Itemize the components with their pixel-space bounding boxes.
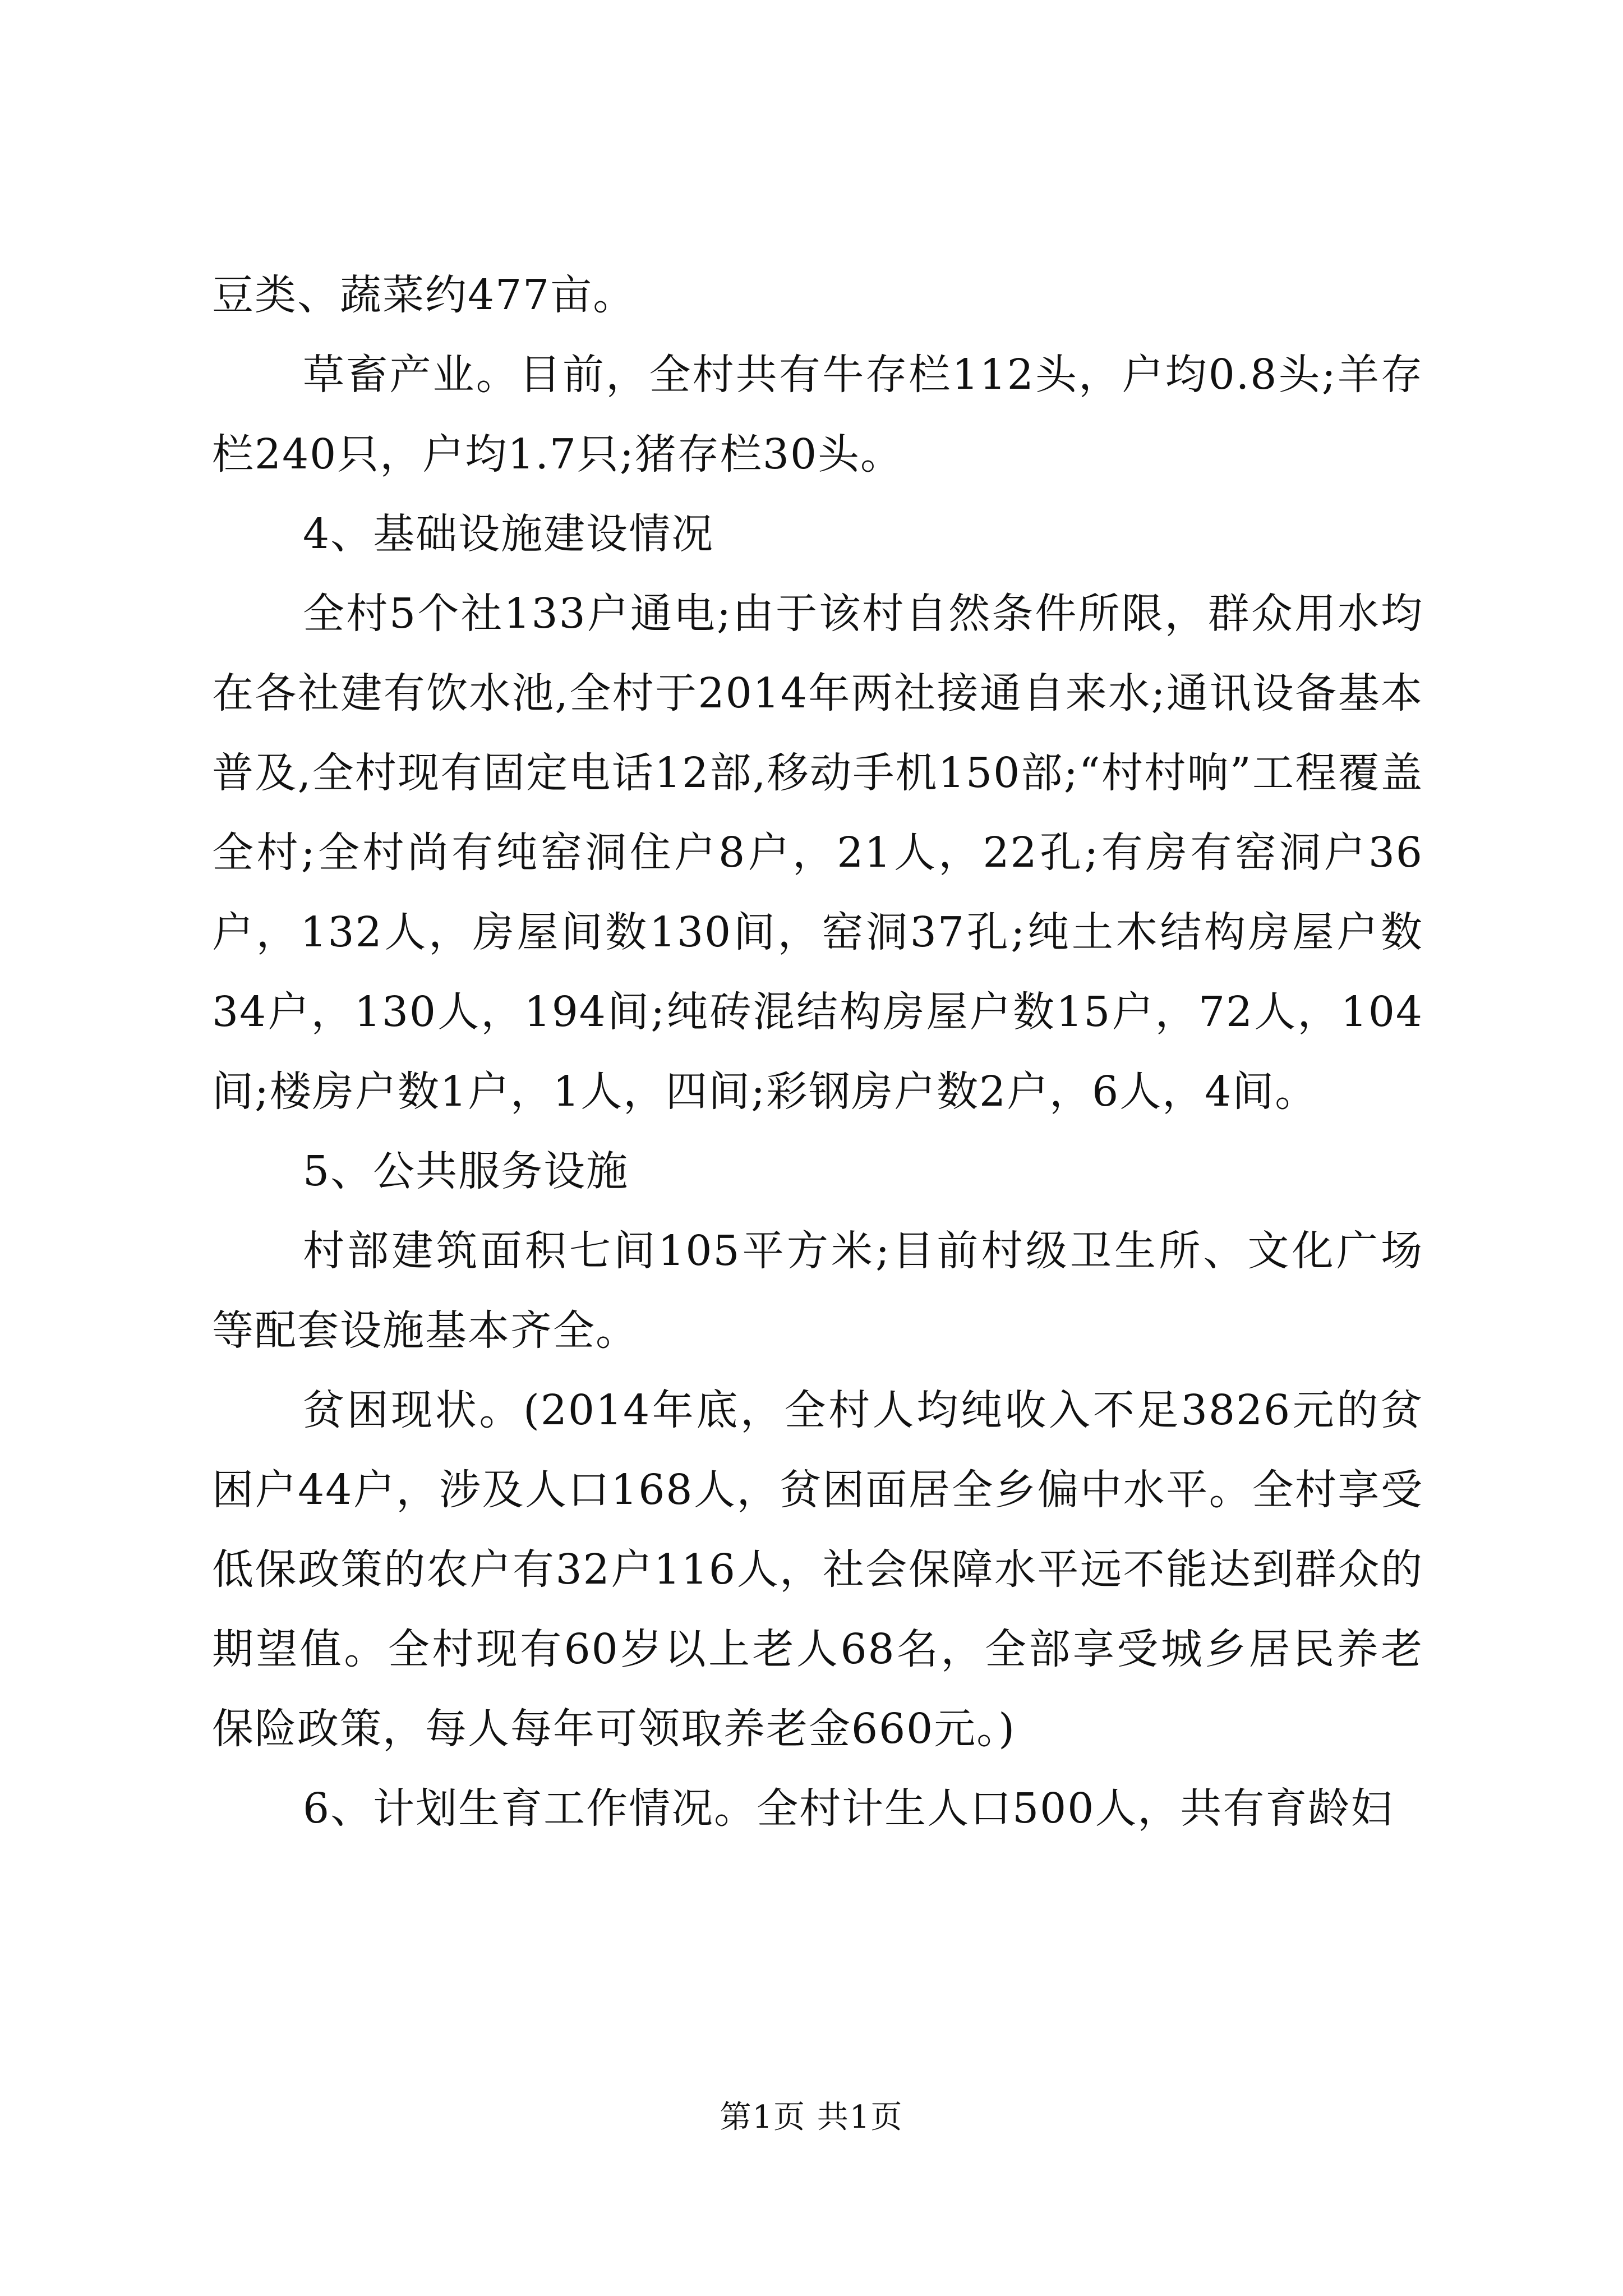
paragraph-family-planning: 6、计划生育工作情况。全村计生人口500人，共有育龄妇: [303, 1784, 1394, 1833]
section-heading-public-services: 5、公共服务设施: [303, 1147, 629, 1195]
section-heading-infrastructure: 4、基础设施建设情况: [303, 510, 714, 558]
document-body: [212, 255, 1423, 1848]
paragraph-public-services: 村部建筑面积七间105平方米;目前村级卫生所、文化广场等配套设施基本齐全。: [212, 1227, 1423, 1355]
paragraph-continuation: 豆类、蔬菜约477亩。: [212, 271, 636, 319]
paragraph-infrastructure: 全村5个社133户通电;由于该村自然条件所限，群众用水均在各社建有饮水池,全村于2014年两社接通自来水;通讯设备基本普及,全村现有固定电话12部,移动手机150部;“村村响”工程覆盖全村;全村尚有纯窑洞住户8户，21人，22孔;有房有窑洞户36户，132人，房屋间数130间，窑洞37孔;纯土木结构房屋户数34户，130人，194间;纯砖混结构房屋户数15户，72人，104间;楼房户数1户，1人，四间;彩钢房户数2户，6人，4间。: [212, 590, 1423, 1116]
page-footer: 第1页 共1页: [720, 2099, 903, 2136]
paragraph-livestock: 草畜产业。目前，全村共有牛存栏112头，户均0.8头;羊存栏240只，户均1.7只;猪存栏30头。: [212, 351, 1423, 478]
paragraph-poverty-status: 贫困现状。(2014年底，全村人均纯收入不足3826元的贫困户44户，涉及人口168人，贫困面居全乡偏中水平。全村享受低保政策的农户有32户116人，社会保障水平远不能达到群众的期望值。全村现有60岁以上老人68名，全部享受城乡居民养老保险政策，每人每年可领取养老金660元。): [212, 1386, 1423, 1753]
